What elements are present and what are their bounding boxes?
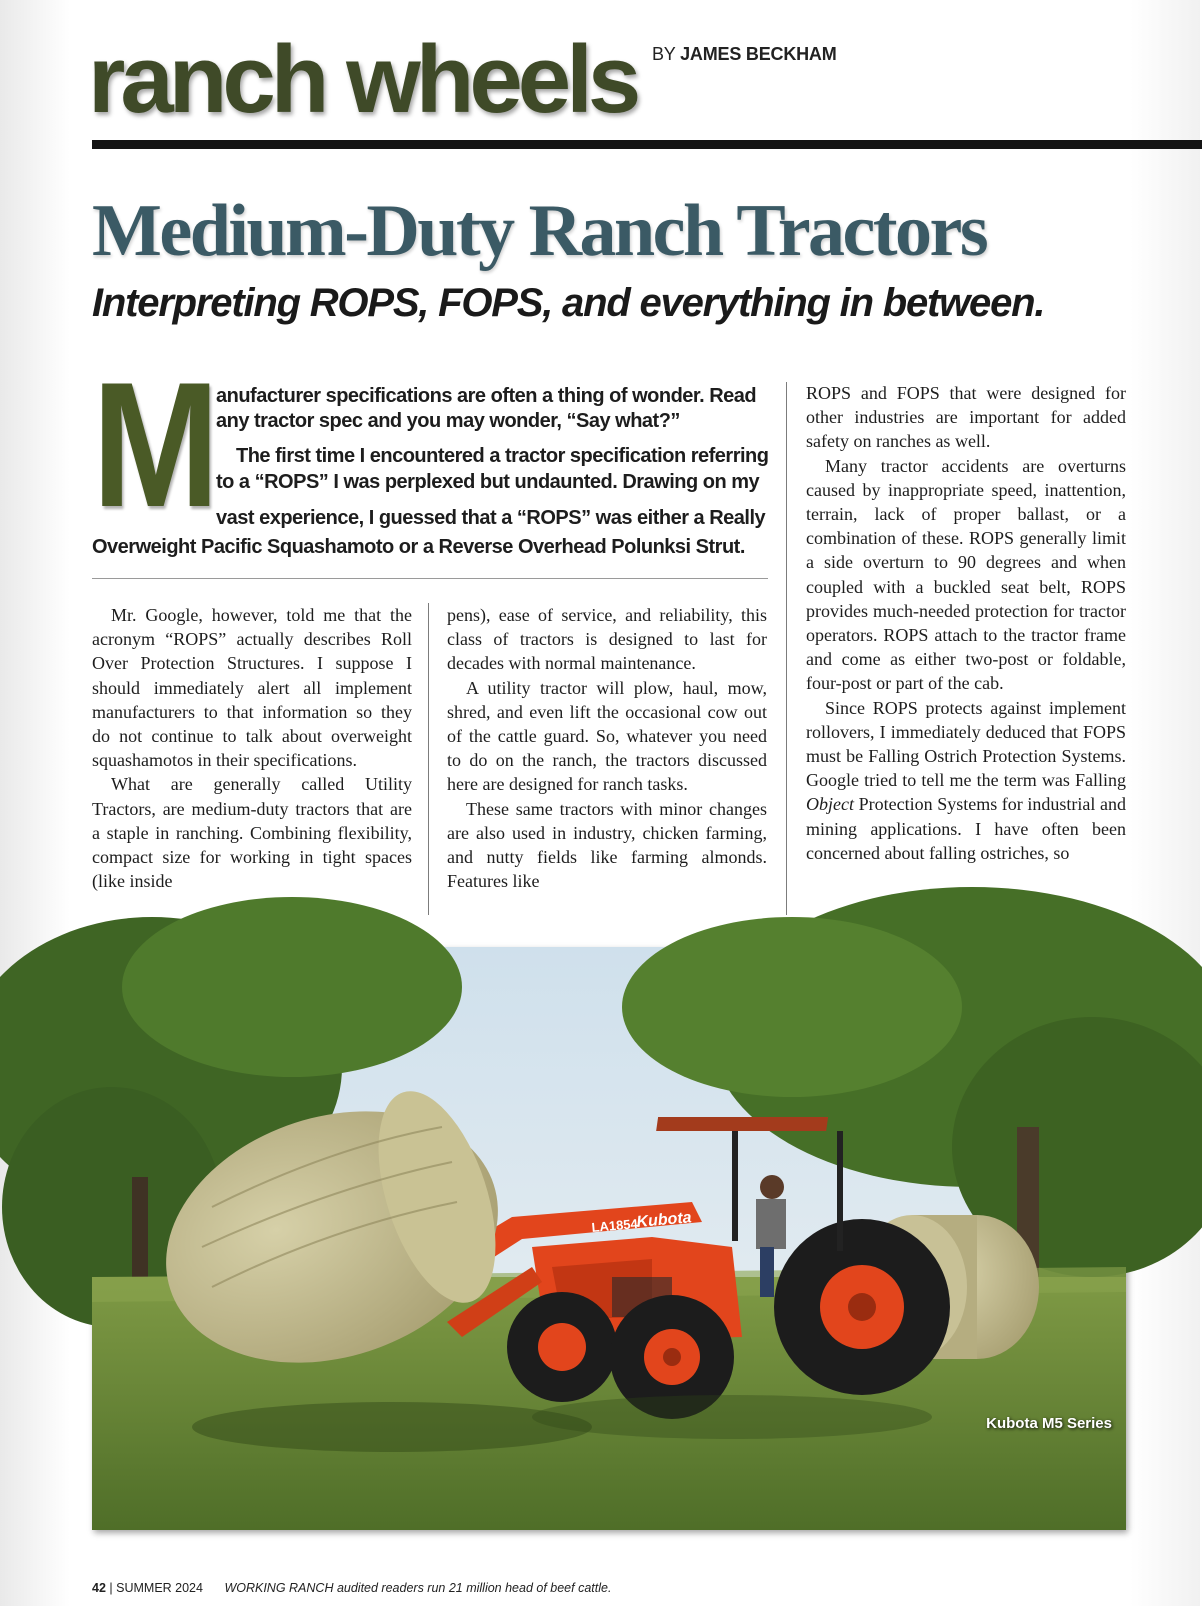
paragraph-text: Since ROPS protects against implement rollovers, I immediately deduced that FOPS must be Falling Ostrich Protection Systems. Google tried to tell me the term was Falling: [806, 697, 1126, 791]
section-title: ranch wheels: [88, 26, 637, 133]
body-column-2: [447, 603, 767, 893]
article-headline: Medium-Duty Ranch Tractors: [92, 190, 987, 272]
issue-label: SUMMER 2024: [116, 1581, 203, 1595]
column-divider: [428, 603, 429, 915]
drop-cap: M: [92, 345, 217, 544]
byline-author: JAMES BECKHAM: [680, 44, 837, 64]
intro-divider: [92, 578, 768, 579]
body-column-3: [806, 381, 1126, 865]
photo-caption: Kubota M5 Series: [986, 1415, 1112, 1432]
intro-line: any tractor spec and you may wonder, “Say what?”: [216, 410, 680, 432]
byline: [652, 44, 837, 65]
footer-tagline: WORKING RANCH audited readers run 21 million head of beef cattle.: [224, 1581, 612, 1595]
paragraph-text: Protection Systems for industrial and mining applications. I have often been concerned about falling ostriches, so: [806, 794, 1126, 863]
paragraph: ROPS and FOPS that were designed for other industries are important for added safety on ranches as well.: [806, 383, 1126, 452]
paragraph: Mr. Google, however, told me that the acronym “ROPS” actually describes Roll Over Protection Structures. I suppose I should immediately alert all implement manufacturers to that information so they do not continue to talk about overweight squashamotos in their specifications.: [92, 605, 412, 771]
byline-prefix: BY: [652, 44, 676, 64]
paragraph: Many tractor accidents are overturns caused by inappropriate speed, inattention, terrain, lack of proper ballast, or a combination of these. ROPS generally limit a side overturn to 90 degrees and when coupled with a buckled seat belt, ROPS provides much-needed protection for tractor operators. ROPS attach to the tractor frame and come as either two-post or foldable, four-post or part of the cab.: [806, 455, 1126, 694]
paragraph: These same tractors with minor changes are also used in industry, chicken farming, and nutty fields like farming almonds. Features like: [447, 798, 767, 892]
emphasis-text: Object: [806, 794, 854, 815]
footer-separator: |: [109, 1581, 113, 1595]
column-divider: [786, 382, 787, 915]
intro-line: Overweight Pacific Squashamoto or a Reverse Overhead Polunksi Strut.: [92, 536, 745, 558]
intro-line: anufacturer specifications are often a thing of wonder. Read: [216, 385, 757, 407]
paragraph: A utility tractor will plow, haul, mow, shred, and even lift the occasional cow out of the cattle guard. So, whatever you need to do on the ranch, the tractors discussed here are designed for ranch tasks.: [447, 677, 767, 795]
intro-line: The first time I encountered a tractor specification referring: [236, 445, 769, 467]
loader-decal: LA1854: [590, 1216, 639, 1235]
title-rule: [92, 140, 1202, 149]
page-footer: [92, 1581, 611, 1595]
tractor-illustration: [92, 947, 1126, 1530]
tractor-photo: [92, 947, 1126, 1530]
page-number: 42: [92, 1581, 106, 1595]
paragraph: pens), ease of service, and reliability, this class of tractors is designed to last for decades with normal maintenance.: [447, 605, 767, 674]
paragraph: What are generally called Utility Tractors, are medium-duty tractors that are a staple in ranching. Combining flexibility, compact size for working in tight spaces (like inside: [92, 774, 412, 892]
paragraph: [806, 696, 1126, 865]
intro-line: vast experience, I guessed that a “ROPS” was either a Really: [216, 507, 766, 529]
intro-line: to a “ROPS” I was perplexed but undaunted. Drawing on my: [216, 471, 760, 493]
article-subhead: Interpreting ROPS, FOPS, and everything in between.: [92, 281, 1045, 325]
body-column-1: [92, 603, 412, 893]
brand-decal: Kubota: [635, 1209, 693, 1231]
